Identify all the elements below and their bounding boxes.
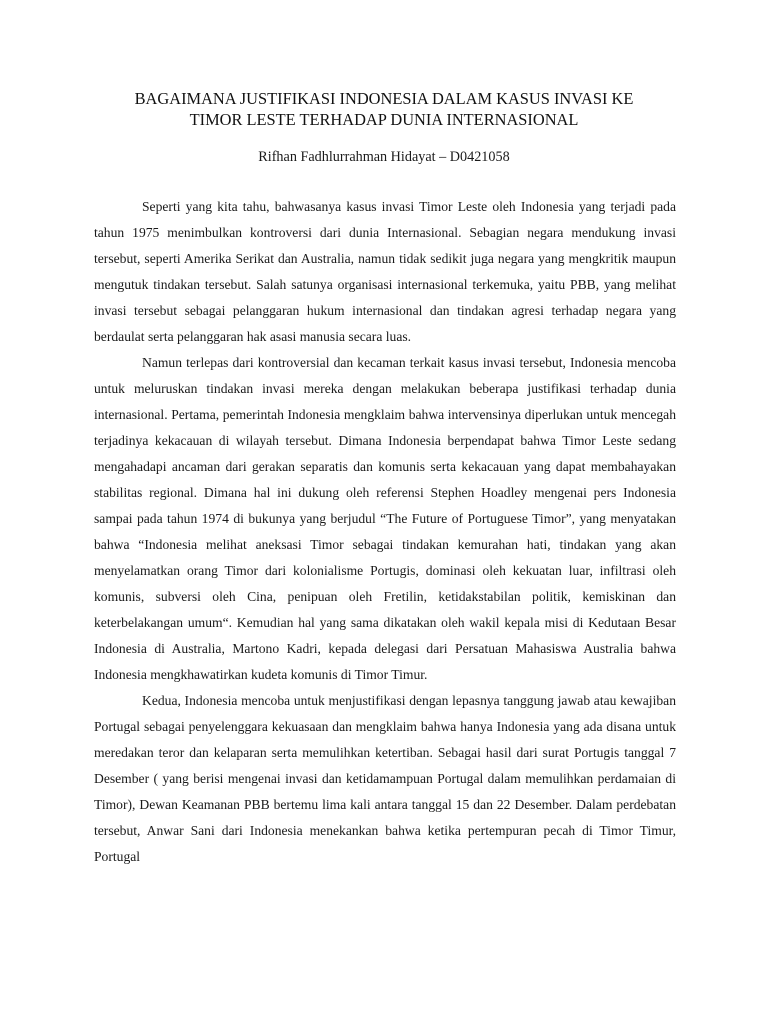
author-line: Rifhan Fadhlurrahman Hidayat – D0421058 [258,149,510,165]
paragraph-3: Kedua, Indonesia mencoba untuk menjustifikasi dengan lepasnya tanggung jawab atau kewajiban Portugal sebagai penyelenggara kekuasaan dan mengklaim bahwa hanya Indonesia yang ada disana untuk meredakan teror dan kelaparan serta memulihkan ketertiban. Sebagai hasil dari surat Portugis tanggal 7 Desember ( yang berisi mengenai invasi dan ketidamampuan Portugal dalam memulihkan perdamaian di Timor), Dewan Keamanan PBB bertemu lima kali antara tanggal 15 dan 22 Desember. Dalam perdebatan tersebut, Anwar Sani dari Indonesia menekankan bahwa ketika pertempuran pecah di Timor Timur, Portugal [94,693,676,864]
title-line-2: TIMOR LESTE TERHADAP DUNIA INTERNASIONAL [189,110,579,129]
document-body [94,194,676,870]
document-title [60,88,708,130]
title-line-1: BAGAIMANA JUSTIFIKASI INDONESIA DALAM KASUS INVASI KE [134,89,634,108]
paragraph-1: Seperti yang kita tahu, bahwasanya kasus invasi Timor Leste oleh Indonesia yang terjadi pada tahun 1975 menimbulkan kontroversi dari dunia Internasional. Sebagian negara mendukung invasi tersebut, seperti Amerika Serikat dan Australia, namun tidak sedikit juga negara yang mengkritik maupun mengutuk tindakan tersebut. Salah satunya organisasi internasional terkemuka, yaitu PBB, yang melihat invasi tersebut sebagai pelanggaran hukum internasional dan tindakan agresi terhadap negara yang berdaulat serta pelanggaran hak asasi manusia secara luas. [94,199,676,344]
paragraph-2: Namun terlepas dari kontroversial dan kecaman terkait kasus invasi tersebut, Indonesia mencoba untuk meluruskan tindakan invasi mereka dengan melakukan beberapa justifikasi terhadap dunia internasional. Pertama, pemerintah Indonesia mengklaim bahwa intervensinya diperlukan untuk mencegah terjadinya kekacauan di wilayah tersebut. Dimana Indonesia berpendapat bahwa Timor Leste sedang mengahadapi ancaman dari gerakan separatis dan komunis serta kekacauan yang dapat membahayakan stabilitas regional. Dimana hal ini dukung oleh referensi Stephen Hoadley mengenai pers Indonesia sampai pada tahun 1974 di bukunya yang berjudul “The Future of Portuguese Timor”, yang menyatakan bahwa “Indonesia melihat aneksasi Timor sebagai tindakan kemurahan hati, tindakan yang akan menyelamatkan orang Timor dari kolonialisme Portugis, dominasi oleh kekuatan luar, infiltrasi oleh komunis, subversi oleh Cina, penipuan oleh Fretilin, ketidakstabilan politik, kemiskinan dan keterbelakangan umum“. Kemudian hal yang sama dikatakan oleh wakil kepala misi di Kedutaan Besar Indonesia di Australia, Martono Kadri, kepada delegasi dari Persatuan Mahasiswa Australia bahwa Indonesia mengkhawatirkan kudeta komunis di Timor Timur. [94,355,676,682]
